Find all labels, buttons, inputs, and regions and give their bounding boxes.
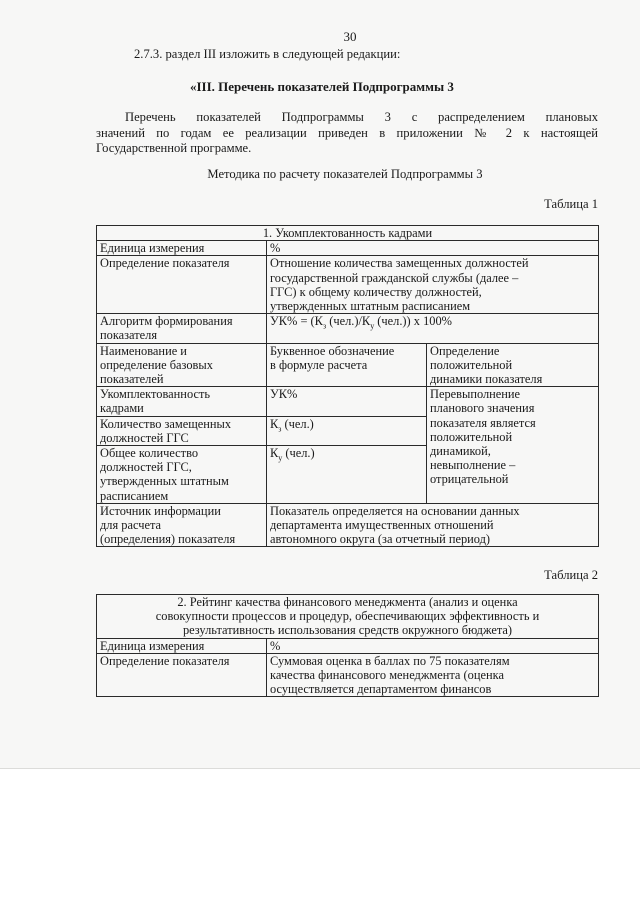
cell-line: Перевыполнение xyxy=(430,387,521,402)
source-label xyxy=(97,503,267,547)
cell-line: Общее количество xyxy=(100,446,199,461)
table-row xyxy=(97,241,599,256)
cell-line: Наименование и xyxy=(100,343,187,358)
table-row xyxy=(97,343,599,387)
cell-line: планового значения xyxy=(430,401,535,416)
cell-line: отрицательной xyxy=(430,472,509,487)
indicator-symbol xyxy=(267,416,427,445)
formula xyxy=(267,314,599,343)
table-row xyxy=(97,595,599,639)
formula-part: (чел.)) x 100% xyxy=(374,314,452,329)
indicator-symbol xyxy=(267,446,427,504)
paragraph-line: Перечень показателей Подпрограммы 3 с распределением плановых xyxy=(125,110,598,124)
cell-line: (определения) показателя xyxy=(100,532,236,547)
symbol-part: (чел.) xyxy=(281,416,314,431)
cell-line: положительной xyxy=(430,357,513,372)
cell-line: утвержденных штатным xyxy=(100,474,229,489)
table-row xyxy=(97,256,599,314)
formula-part: (чел.)/К xyxy=(326,314,371,329)
cell-line: должностей ГГС xyxy=(100,430,189,445)
symbol-part: К xyxy=(270,416,279,431)
cell-line: Источник информации xyxy=(100,503,221,518)
cell-line: Укомплектованность xyxy=(100,387,211,402)
table-row xyxy=(97,387,599,416)
cell-line: расписанием xyxy=(100,488,169,503)
cell-line: кадрами xyxy=(100,401,144,416)
cell-line: показателя xyxy=(100,328,158,343)
cell-line: 2. Рейтинг качества финансового менеджмента (анализ и оценка xyxy=(177,595,518,609)
cell-line: качества финансового менеджмента (оценка xyxy=(270,668,504,683)
table2 xyxy=(96,594,599,697)
formula-part: УК% = (К xyxy=(270,314,323,329)
cell-line: Показатель определяется на основании данных xyxy=(270,503,520,518)
symbol-part: К xyxy=(270,446,279,461)
definition-label: Определение показателя xyxy=(97,256,267,314)
indicator-name xyxy=(97,387,267,416)
table2-title xyxy=(97,595,599,639)
formula-subscript: з xyxy=(322,321,327,331)
indicator-name xyxy=(97,416,267,445)
table2-label: Таблица 2 xyxy=(544,568,598,582)
cell-line: определение базовых xyxy=(100,357,213,372)
section-intro: 2.7.3. раздел III изложить в следующей редакции: xyxy=(134,47,401,61)
formula-subscript: у xyxy=(370,321,375,331)
cell-line: показателя является xyxy=(430,415,536,430)
symbol-part: (чел.) xyxy=(282,446,315,461)
methodology-title: Методика по расчету показателей Подпрограммы 3 xyxy=(207,167,483,181)
unit-value: % xyxy=(267,241,599,256)
table1 xyxy=(96,225,599,547)
cell-line: утвержденных штатным расписанием xyxy=(270,299,471,314)
list-paragraph xyxy=(96,110,598,157)
page-number: 30 xyxy=(343,29,357,44)
cell-line: для расчета xyxy=(100,518,162,533)
cell-line: ГГС) к общему количеству должностей, xyxy=(270,284,482,299)
cell-line: Алгоритм формирования xyxy=(100,314,233,329)
cell-line: результативность использования средств окружного бюджета) xyxy=(182,623,513,638)
cell-line: автономного округа (за отчетный период) xyxy=(270,532,491,547)
unit-label: Единица измерения xyxy=(97,241,267,256)
cell-line: Отношение количества замещенных должностей xyxy=(270,256,529,271)
cell-line: совокупности процессов и процедур, обеспечивающих эффективность и xyxy=(155,609,540,624)
source-value xyxy=(267,503,599,547)
table1-title: 1. Укомплектованность кадрами xyxy=(97,226,599,241)
cell-line: динамикой, xyxy=(430,444,491,459)
definition-value xyxy=(267,653,599,697)
symbol-header xyxy=(267,343,427,387)
indicator-symbol xyxy=(267,387,427,416)
definition-value xyxy=(267,256,599,314)
table-row xyxy=(97,653,599,697)
table-row xyxy=(97,314,599,343)
base-indicators-header xyxy=(97,343,267,387)
symbol-subscript: з xyxy=(278,424,282,434)
cell-line: Суммовая оценка в баллах по 75 показателям xyxy=(270,653,510,668)
cell-line: в формуле расчета xyxy=(270,357,368,372)
dynamics-header xyxy=(427,343,599,387)
symbol-part: УК% xyxy=(270,387,298,402)
unit-value: % xyxy=(267,638,599,653)
cell-line: государственной гражданской службы (далее – xyxy=(270,270,519,285)
definition-label: Определение показателя xyxy=(97,653,267,697)
cell-line: осуществляется департаментом финансов xyxy=(270,682,492,697)
indicator-name xyxy=(97,446,267,504)
cell-line: Буквенное обозначение xyxy=(270,343,395,358)
symbol-subscript: у xyxy=(278,453,283,463)
table-row xyxy=(97,638,599,653)
table-row xyxy=(97,226,599,241)
paragraph-line: значений по годам ее реализации приведен в приложении № 2 к настоящей xyxy=(96,125,598,140)
cell-line: департамента имущественных отношений xyxy=(270,518,494,533)
table-row xyxy=(97,503,599,547)
table1-label: Таблица 1 xyxy=(544,197,598,211)
cell-line: динамики показателя xyxy=(430,372,543,387)
paragraph-line: Государственной программе. xyxy=(96,141,252,155)
cell-line: должностей ГГС, xyxy=(100,460,192,475)
section-title: «III. Перечень показателей Подпрограммы 3 xyxy=(190,79,454,94)
cell-line: Количество замещенных xyxy=(100,416,232,431)
cell-line: невыполнение – xyxy=(430,458,516,473)
cell-line: показателей xyxy=(100,372,164,387)
cell-line: положительной xyxy=(430,429,513,444)
cell-line: Определение xyxy=(430,343,500,358)
algorithm-label xyxy=(97,314,267,343)
unit-label: Единица измерения xyxy=(97,638,267,653)
dynamics-value xyxy=(427,387,599,504)
